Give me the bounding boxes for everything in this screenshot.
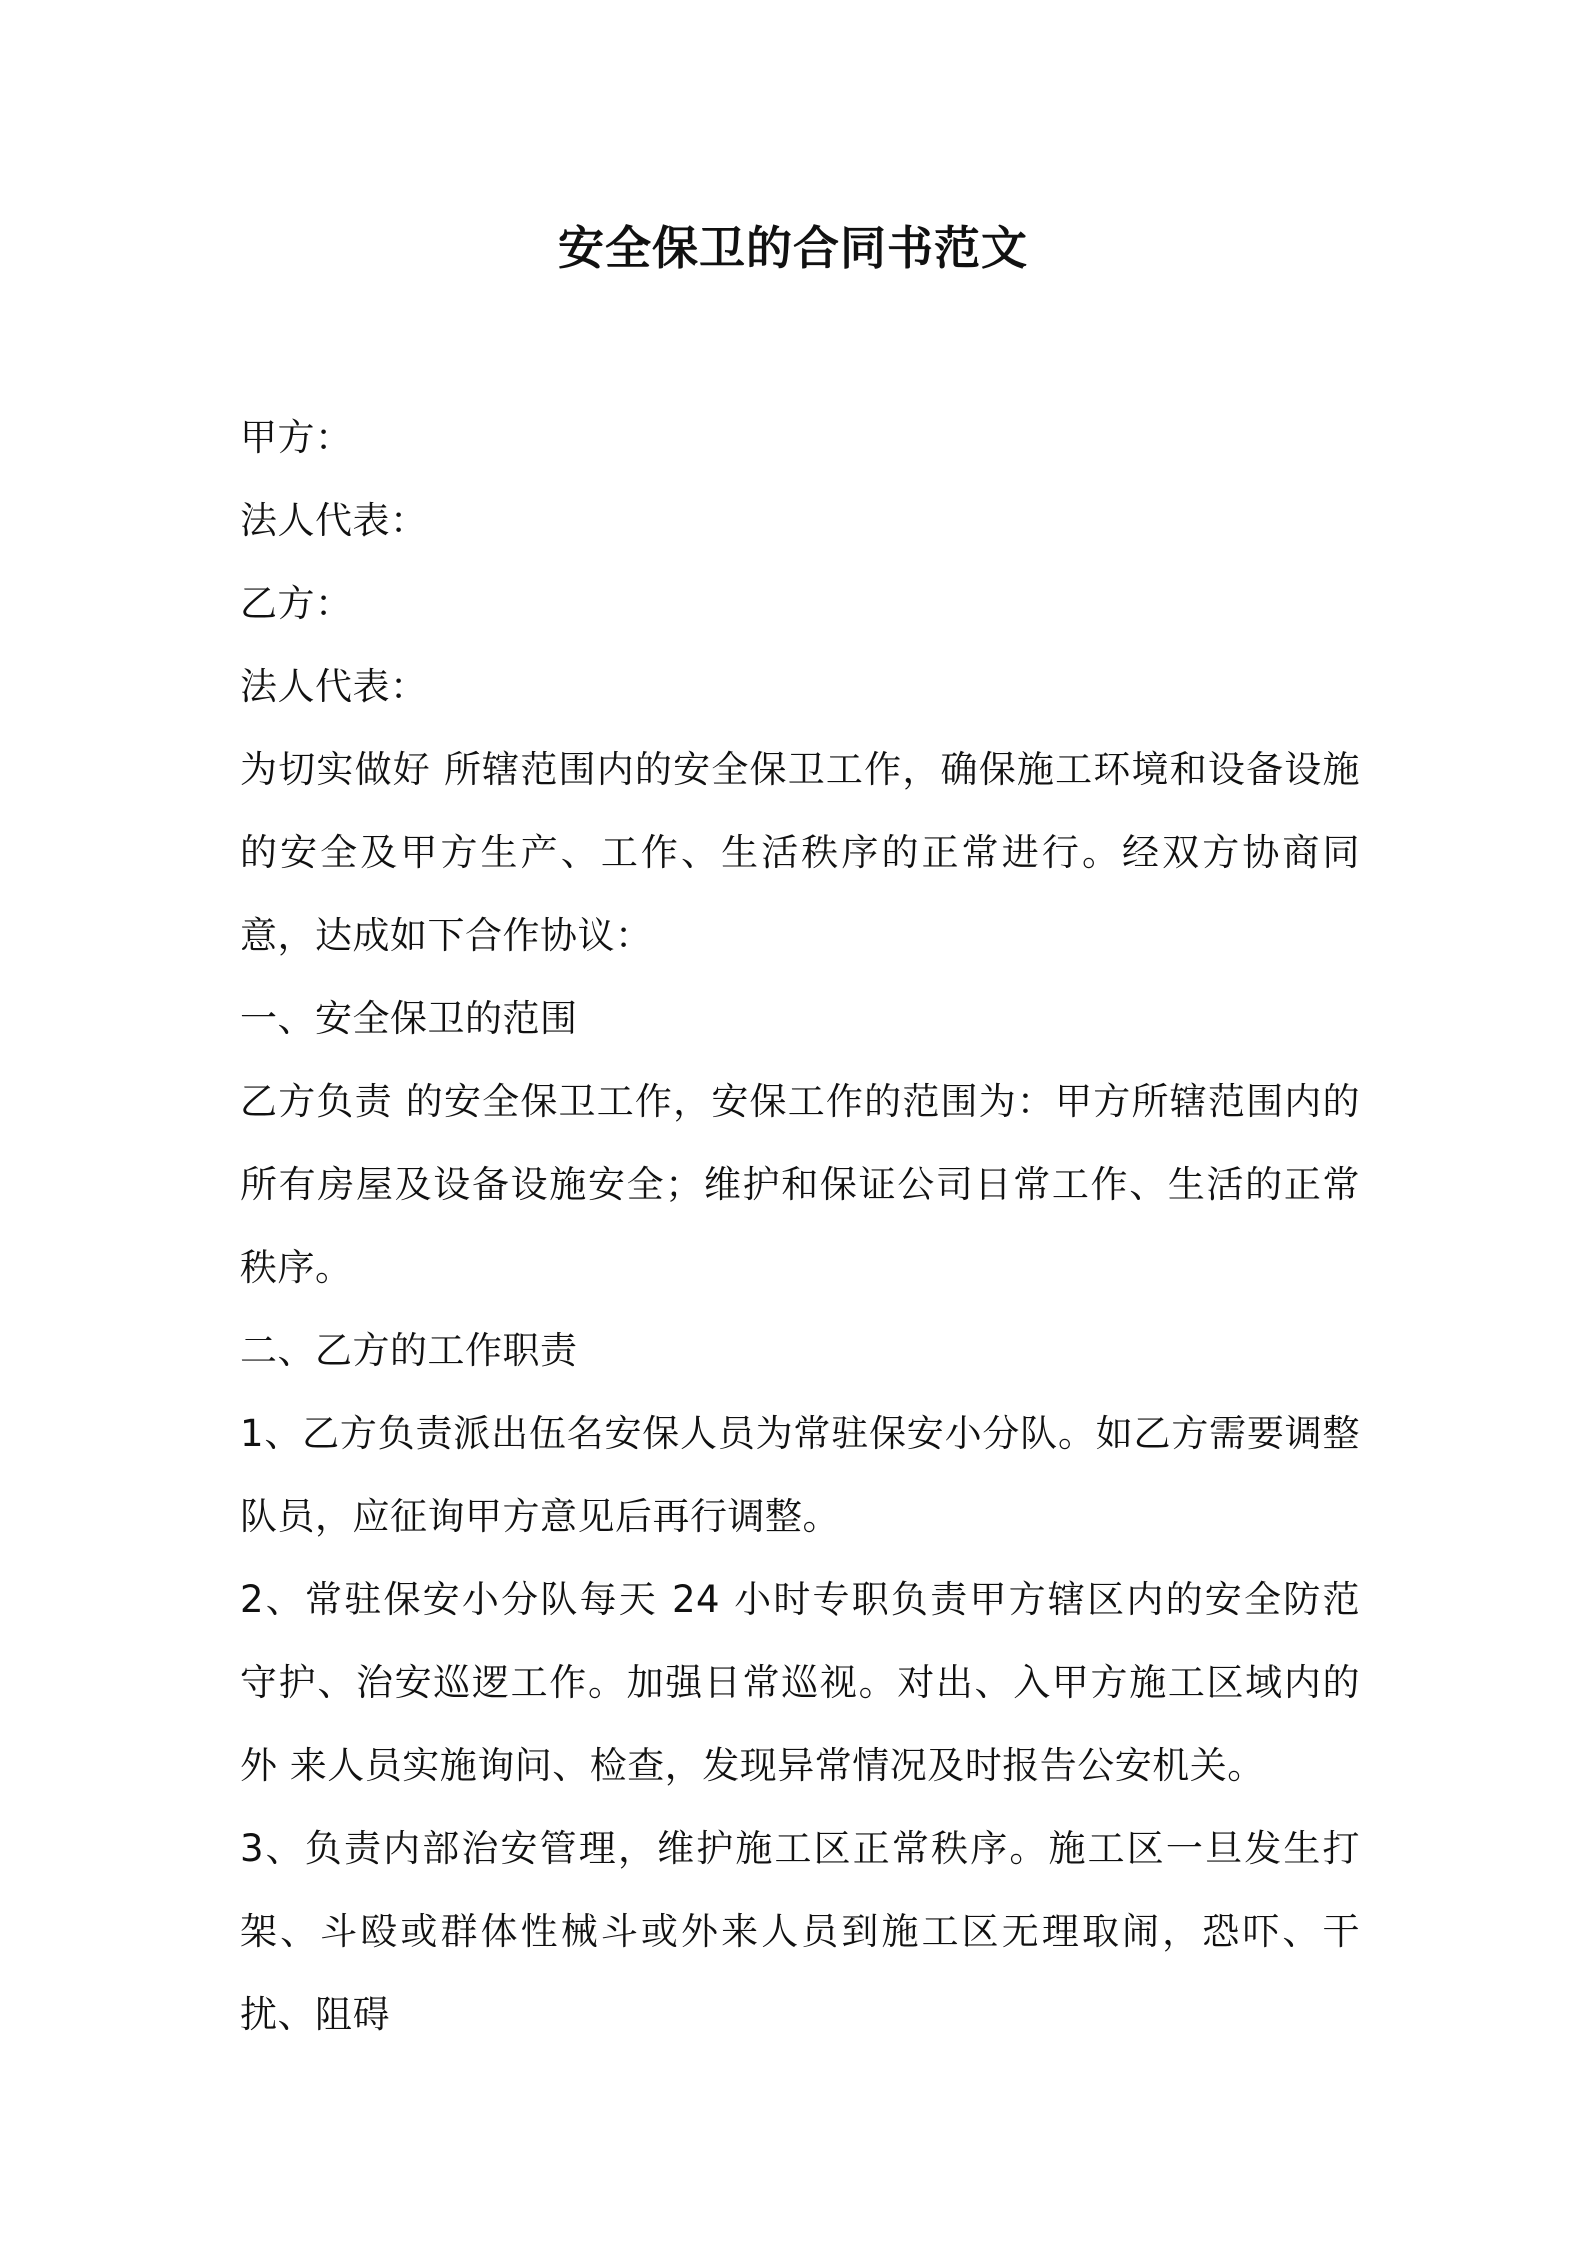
section-2-heading: 二、乙方的工作职责	[240, 1329, 578, 1372]
field-party-b: 乙方：	[240, 582, 353, 625]
section-1-body: 乙方负责 的安全保卫工作，安保工作的范围为：甲方所辖范围内的所有房屋及设备设施安全；维护和保证公司日常工作、生活的正常秩序。	[240, 1080, 1360, 1289]
field-party-a: 甲方：	[240, 416, 353, 459]
field-legal-rep-b: 法人代表：	[240, 665, 428, 708]
section-2-item-2: 2、常驻保安小分队每天 24 小时专职负责甲方辖区内的安全防范 守护、治安巡逻工作。加强日常巡视。对出、入甲方施工区域内的外 来人员实施询问、检查，发现异常情况及时报告公安机关。	[240, 1578, 1360, 1787]
document-body	[240, 396, 1360, 2056]
section-2-item-1: 1、乙方负责派出伍名安保人员为常驻保安小分队。如乙方需要调整队员，应征询甲方意见后再行调整。	[240, 1412, 1360, 1538]
section-1-heading: 一、安全保卫的范围	[240, 997, 578, 1040]
intro-paragraph: 为切实做好 所辖范围内的安全保卫工作，确保施工环境和设备设施的安全及甲方生产、工作、生活秩序的正常进行。经双方协商同意，达成如下合作协议：	[240, 748, 1360, 957]
field-legal-rep-a: 法人代表：	[240, 499, 428, 542]
document-title: 安全保卫的合同书范文	[558, 221, 1028, 275]
section-2-item-3: 3、负责内部治安管理，维护施工区正常秩序。施工区一旦发生打架、斗殴或群体性械斗或外来人员到施工区无理取闹，恐吓、干扰、阻碍	[240, 1827, 1360, 2036]
